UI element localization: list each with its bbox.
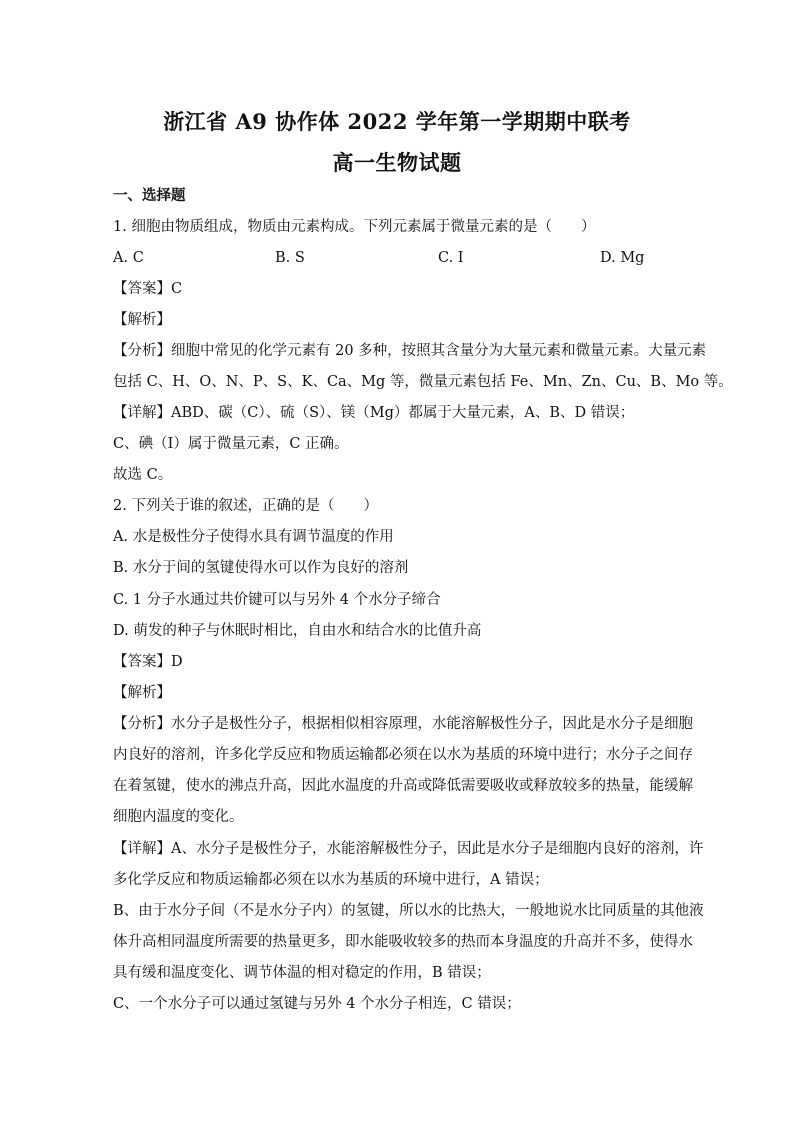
question-2-xiangjie-line: 【详解】A、水分子是极性分子，水能溶解极性分子，因此是水分子是细胞内良好的溶剂，许 <box>113 841 704 857</box>
question-2-fenxi-line: 内良好的溶剂，许多化学反应和物质运输都必须在以水为基质的环境中进行；水分子之间存 <box>113 747 693 763</box>
question-1-xiangjie-line: 【详解】ABD、碳（C）、硫（S）、镁（Mg）都属于大量元素，A、B、D 错误； <box>113 405 635 421</box>
question-2-fenxi-line: 在着氢键，使水的沸点升高，因此水温度的升高或降低需要吸收或释放较多的热量，能缓解 <box>113 778 693 794</box>
question-1-xiangjie-line: C、碘（I）属于微量元素，C 正确。 <box>113 436 349 452</box>
question-2-xiangjie-line: 多化学反应和物质运输都必须在以水为基质的环境中进行，A 错误； <box>113 872 549 888</box>
question-1-fenxi-line: 包括 C、H、O、N、P、S、K、Ca、Mg 等，微量元素包括 Fe、Mn、Zn、Cu、B、Mo 等。 <box>113 374 733 390</box>
document-title: 浙江省 A9 协作体 2022 学年第一学期期中联考 <box>163 109 631 134</box>
question-2-analysis-label: 【解析】 <box>113 685 171 701</box>
question-2-fenxi-line: 【分析】水分子是极性分子，根据相似相容原理，水能溶解极性分子，因此是水分子是细胞 <box>113 716 693 732</box>
question-2-option-d: D. 萌发的种子与休眠时相比，自由水和结合水的比值升高 <box>113 623 482 639</box>
question-2-stem: 2. 下列关于谁的叙述，正确的是（ ） <box>113 498 378 514</box>
question-1-answer: 【答案】C <box>113 281 183 297</box>
question-1-option-a: A. C <box>113 250 144 266</box>
question-2-xiangjie-line: 体升高相同温度所需要的热量更多，即水能吸收较多的热而本身温度的升高并不多，使得水 <box>113 934 693 950</box>
question-2-fenxi-line: 细胞内温度的变化。 <box>113 809 244 825</box>
question-2-answer: 【答案】D <box>113 654 183 670</box>
question-2-xiangjie-line: 具有缓和温度变化、调节体温的相对稳定的作用，B 错误； <box>113 965 491 981</box>
question-1-fenxi-line: 【分析】细胞中常见的化学元素有 20 多种，按照其含量分为大量元素和微量元素。大量元素 <box>113 343 707 359</box>
section-heading: 一、选择题 <box>113 187 186 204</box>
question-2-xiangjie-line: C、一个水分子可以通过氢键与另外 4 个水分子相连，C 错误； <box>113 996 521 1012</box>
question-1-option-c: C. I <box>438 250 464 266</box>
question-2-option-a: A. 水是极性分子使得水具有调节温度的作用 <box>113 529 394 545</box>
question-1-option-b: B. S <box>275 250 305 266</box>
document-subtitle: 高一生物试题 <box>332 150 462 175</box>
question-1-option-d: D. Mg <box>600 250 645 266</box>
question-1-stem: 1. 细胞由物质组成，物质由元素构成。下列元素属于微量元素的是（ ） <box>113 219 596 235</box>
question-1-analysis-label: 【解析】 <box>113 312 171 328</box>
question-1-xiangjie-line: 故选 C。 <box>113 467 173 483</box>
question-2-xiangjie-line: B、由于水分子间（不是水分子内）的氢键，所以水的比热大，一般地说水比同质量的其他液 <box>113 903 704 919</box>
question-2-option-b: B. 水分于间的氢键使得水可以作为良好的溶剂 <box>113 560 409 576</box>
question-2-option-c: C. 1 分子水通过共价键可以与另外 4 个水分子缔合 <box>113 592 441 608</box>
